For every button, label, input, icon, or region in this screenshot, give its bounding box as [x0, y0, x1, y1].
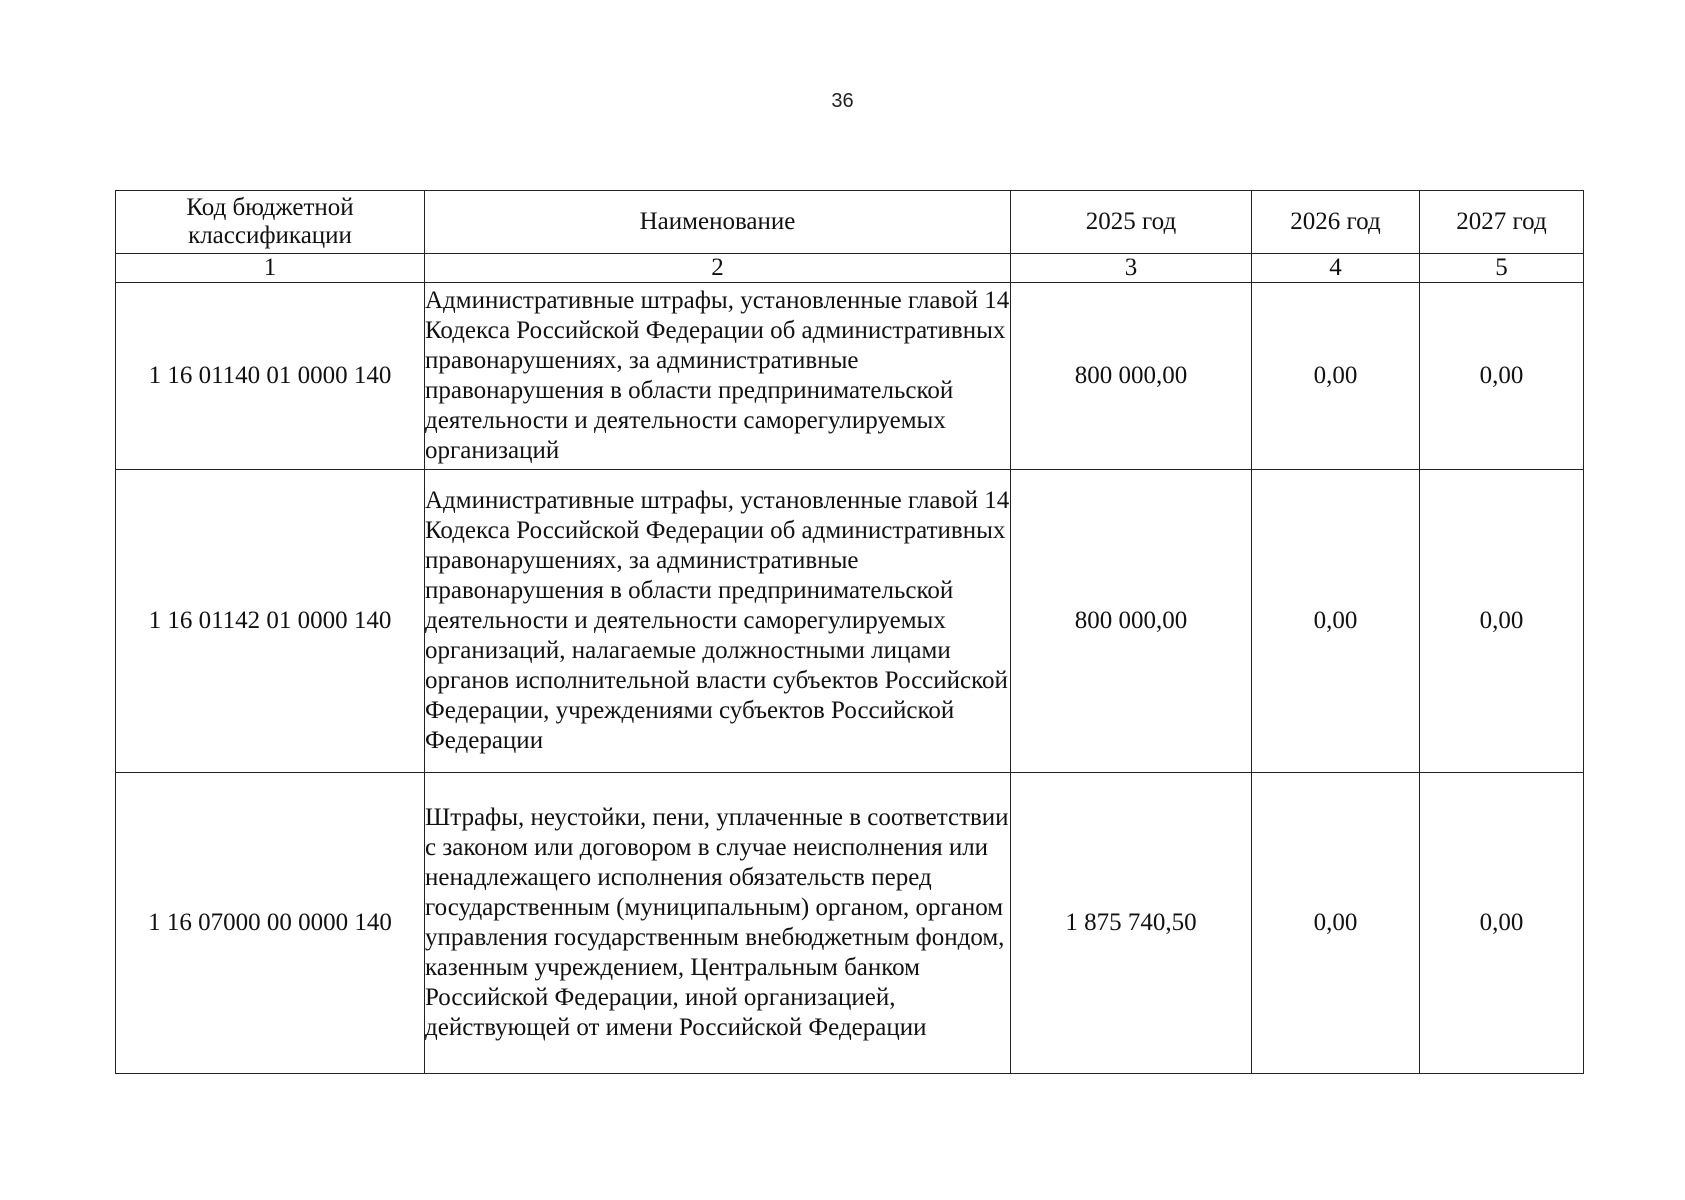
- column-number: 1: [116, 254, 425, 283]
- header-2025: 2025 год: [1011, 191, 1252, 254]
- budget-table: [115, 190, 1584, 1074]
- row-value-2026: 0,00: [1252, 470, 1420, 773]
- table-row: [116, 283, 1584, 470]
- row-code: 1 16 01140 01 0000 140: [116, 283, 425, 470]
- column-number-row: [116, 254, 1584, 283]
- row-value-2026: 0,00: [1252, 283, 1420, 470]
- column-number: 5: [1420, 254, 1584, 283]
- header-2027: 2027 год: [1420, 191, 1584, 254]
- page-number: 36: [831, 90, 854, 112]
- row-value-2027: 0,00: [1420, 283, 1584, 470]
- row-value-2027: 0,00: [1420, 773, 1584, 1074]
- row-name: Штрафы, неустойки, пени, уплаченные в соответствии с законом или договором в случае неисполнения или ненадлежащего исполнения обязательств перед государственным (муниципальным) органом, органом управления государственным внебюджетным фондом, казенным учреждением, Центральным банком Российской Федерации, иной организацией, действующей от имени Российской Федерации: [425, 773, 1011, 1074]
- row-code: 1 16 01142 01 0000 140: [116, 470, 425, 773]
- header-2026: 2026 год: [1252, 191, 1420, 254]
- table-header-row: [116, 191, 1584, 254]
- row-value-2025: 800 000,00: [1011, 283, 1252, 470]
- row-value-2027: 0,00: [1420, 470, 1584, 773]
- table-row: [116, 773, 1584, 1074]
- table-row: [116, 470, 1584, 773]
- column-number: 4: [1252, 254, 1420, 283]
- row-name: Административные штрафы, установленные главой 14 Кодекса Российской Федерации об административных правонарушениях, за административные правонарушения в области предпринимательской деятельности и деятельности саморегулируемых организаций: [425, 283, 1011, 470]
- row-code: 1 16 07000 00 0000 140: [116, 773, 425, 1074]
- row-value-2025: 800 000,00: [1011, 470, 1252, 773]
- row-name: Административные штрафы, установленные главой 14 Кодекса Российской Федерации об административных правонарушениях, за административные правонарушения в области предпринимательской деятельности и деятельности саморегулируемых организаций, налагаемые должностными лицами органов исполнительной власти субъектов Российской Федерации, учреждениями субъектов Российской Федерации: [425, 470, 1011, 773]
- row-value-2025: 1 875 740,50: [1011, 773, 1252, 1074]
- header-name: Наименование: [425, 191, 1011, 254]
- column-number: 2: [425, 254, 1011, 283]
- row-value-2026: 0,00: [1252, 773, 1420, 1074]
- column-number: 3: [1011, 254, 1252, 283]
- header-code: Код бюджетной классификации: [116, 191, 425, 254]
